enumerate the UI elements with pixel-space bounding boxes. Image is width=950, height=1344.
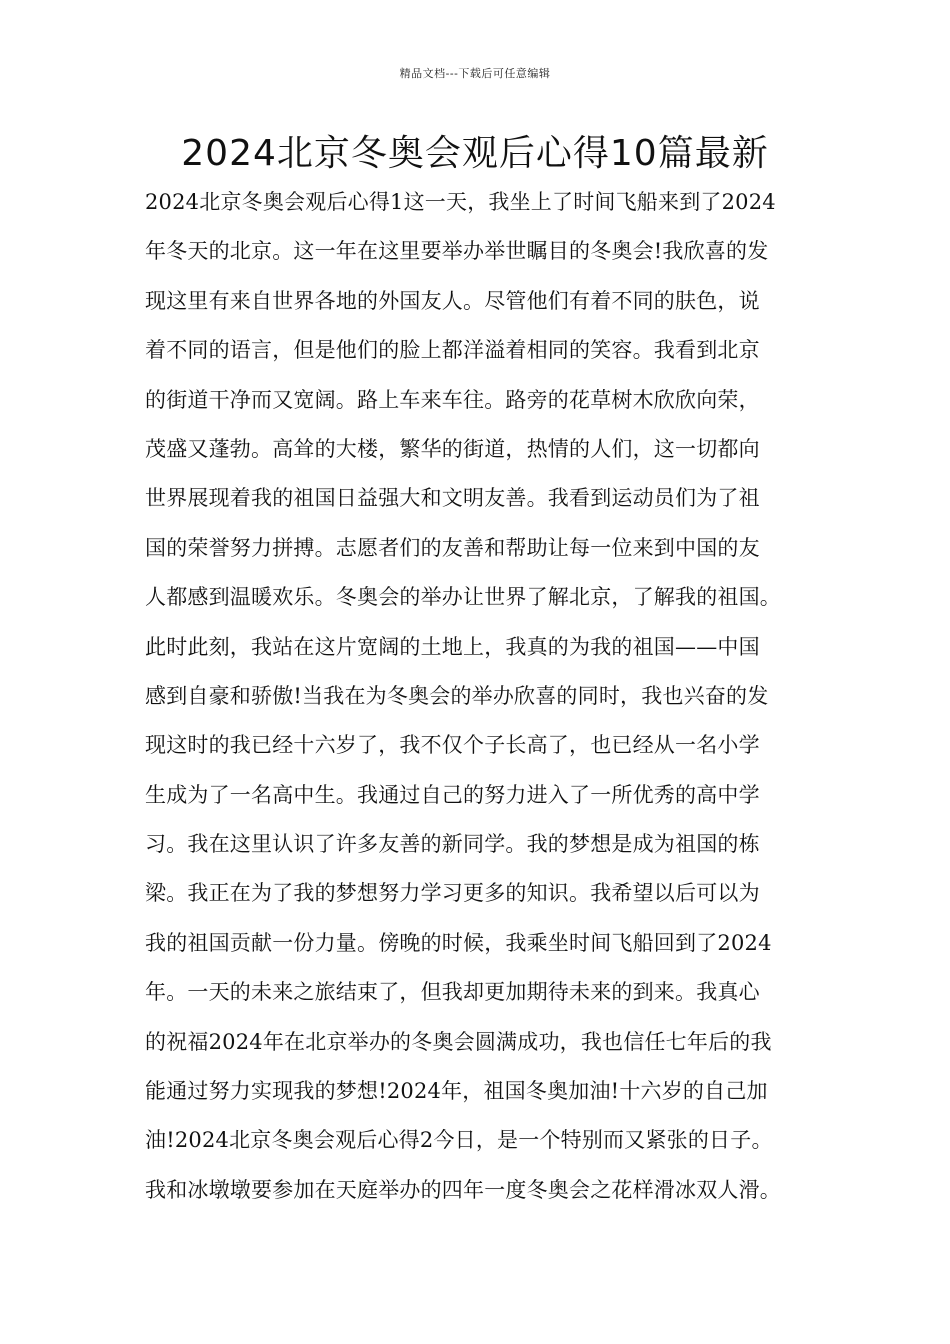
body-line: 年冬天的北京。这一年在这里要举办举世瞩目的冬奥会!我欣喜的发 xyxy=(145,239,769,264)
body-line: 年。一天的未来之旅结束了，但我却更加期待未来的到来。我真心 xyxy=(145,980,760,1005)
body-line: 梁。我正在为了我的梦想努力学习更多的知识。我希望以后可以为 xyxy=(145,881,760,906)
body-line: 生成为了一名高中生。我通过自己的努力进入了一所优秀的高中学 xyxy=(145,782,760,807)
body-line: 国的荣誉努力拼搏。志愿者们的友善和帮助让每一位来到中国的友 xyxy=(145,535,760,560)
body-line: 的祝福2024年在北京举办的冬奥会圆满成功，我也信任七年后的我 xyxy=(145,1029,772,1054)
body-line: 现这时的我已经十六岁了，我不仅个子长高了，也已经从一名小学 xyxy=(145,733,760,758)
body-line: 我的祖国贡献一份力量。傍晚的时候，我乘坐时间飞船回到了2024 xyxy=(145,930,772,955)
body-line: 此时此刻，我站在这片宽阔的土地上，我真的为我的祖国——中国 xyxy=(145,634,760,659)
document-body xyxy=(145,178,835,1215)
page-header-note: 精品文档---下载后可任意编辑 xyxy=(399,67,551,80)
body-line: 感到自豪和骄傲!当我在为冬奥会的举办欣喜的同时，我也兴奋的发 xyxy=(145,683,769,708)
body-line: 世界展现着我的祖国日益强大和文明友善。我看到运动员们为了祖 xyxy=(145,486,760,511)
body-line: 2024北京冬奥会观后心得1这一天，我坐上了时间飞船来到了2024 xyxy=(145,190,776,214)
body-line: 的街道干净而又宽阔。路上车来车往。路旁的花草树木欣欣向荣， xyxy=(145,387,760,412)
body-line: 油!2024北京冬奥会观后心得2今日，是一个特别而又紧张的日子。 xyxy=(145,1128,773,1153)
body-line: 能通过努力实现我的梦想!2024年，祖国冬奥加油!十六岁的自己加 xyxy=(145,1079,768,1104)
body-line: 现这里有来自世界各地的外国友人。尽管他们有着不同的肤色，说 xyxy=(145,288,760,313)
body-line: 着不同的语言，但是他们的脸上都洋溢着相同的笑容。我看到北京 xyxy=(145,338,760,363)
body-line: 茂盛又蓬勃。高耸的大楼，繁华的街道，热情的人们，这一切都向 xyxy=(145,436,760,461)
body-line: 人都感到温暖欢乐。冬奥会的举办让世界了解北京，了解我的祖国。 xyxy=(145,585,781,610)
body-line: 习。我在这里认识了许多友善的新同学。我的梦想是成为祖国的栋 xyxy=(145,832,760,857)
body-line: 我和冰墩墩要参加在天庭举办的四年一度冬奥会之花样滑冰双人滑。 xyxy=(145,1177,781,1202)
document-title: 2024北京冬奥会观后心得10篇最新 xyxy=(181,133,769,174)
